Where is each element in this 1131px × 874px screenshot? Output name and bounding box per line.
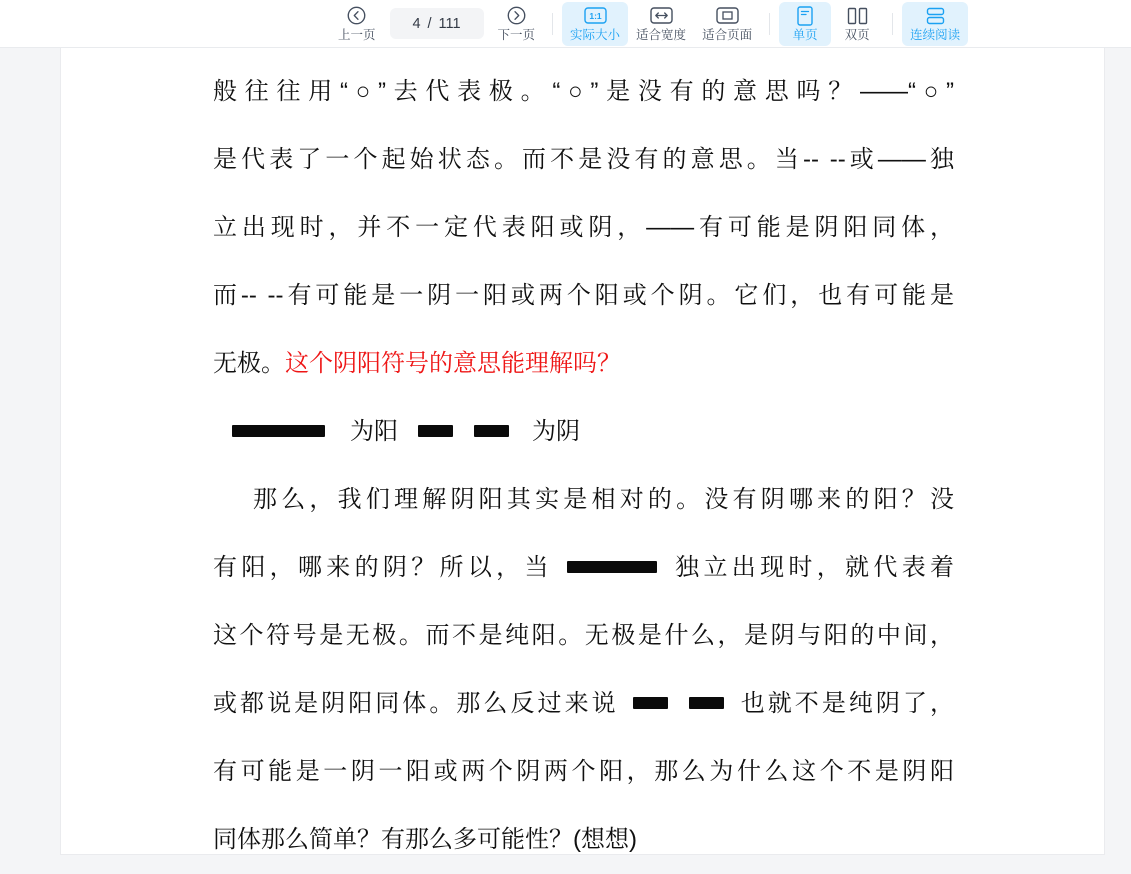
page-number-box[interactable] xyxy=(390,8,484,39)
doc-text-line-8-pre: 有阳，哪来的阴？所以，当 xyxy=(213,554,553,581)
yang-bar-inline-symbol xyxy=(567,561,657,573)
yin-bar-inline-symbol xyxy=(633,697,724,709)
chevron-right-circle-icon xyxy=(507,6,526,26)
doc-line-7 xyxy=(213,466,954,534)
continuous-reading-label: 连续阅读 xyxy=(910,27,961,42)
double-page-label: 双页 xyxy=(844,27,870,42)
single-page-button[interactable] xyxy=(779,2,831,46)
fit-width-label: 适合宽度 xyxy=(636,27,687,42)
next-page-button[interactable] xyxy=(490,2,544,46)
doc-line-1 xyxy=(213,58,954,126)
fit-width-icon xyxy=(650,6,673,26)
double-page-button[interactable] xyxy=(831,2,883,46)
doc-text-line-4: 而-- --有可能是一阴一阳或两个阳或个阴。它们，也有可能是 xyxy=(213,282,954,309)
page-current[interactable]: 4 xyxy=(412,15,421,32)
double-page-icon xyxy=(847,6,868,26)
fit-page-icon xyxy=(716,6,739,26)
yang-label: 为阳 xyxy=(350,418,398,445)
yin-bar-left xyxy=(633,697,668,709)
doc-text-line-12: 同体那么简单？有那么多可能性？(想想) xyxy=(213,826,637,853)
yin-bar-right xyxy=(689,697,724,709)
single-page-icon xyxy=(797,6,813,26)
yin-label: 为阴 xyxy=(532,418,580,445)
doc-text-line-7: 那么，我们理解阴阳其实是相对的。没有阴哪来的阳？没 xyxy=(253,486,954,513)
document-text xyxy=(61,48,1104,874)
doc-text-line-8-post: 独立出现时，就代表着 xyxy=(670,554,954,581)
doc-text-line-9: 这个符号是无极。而不是纯阳。无极是什么，是阴与阳的中间， xyxy=(213,622,954,649)
doc-text-line-1: 般往往用“○”去代表极。“○”是没有的意思吗？——“○” xyxy=(213,78,954,105)
toolbar-divider xyxy=(892,13,893,35)
fit-page-button[interactable] xyxy=(694,2,760,46)
doc-line-11 xyxy=(213,738,954,806)
fit-page-label: 适合页面 xyxy=(702,27,753,42)
yang-bar-symbol xyxy=(232,425,325,437)
yin-bar-left xyxy=(418,425,453,437)
continuous-reading-icon xyxy=(925,6,946,26)
actual-size-button[interactable] xyxy=(562,2,628,46)
doc-line-6 xyxy=(213,398,954,466)
chevron-left-circle-icon xyxy=(347,6,366,26)
actual-size-icon xyxy=(584,6,607,26)
page-total: 111 xyxy=(438,15,461,32)
svg-text:1:1: 1:1 xyxy=(588,11,602,22)
document-page xyxy=(60,48,1105,855)
prev-page-button[interactable] xyxy=(330,2,384,46)
doc-line-12 xyxy=(213,806,954,874)
next-page-label: 下一页 xyxy=(497,27,536,42)
toolbar-divider xyxy=(552,13,553,35)
doc-text-line-3: 立出现时，并不一定代表阳或阴，——有可能是阴阳同体， xyxy=(213,214,954,241)
doc-line-2 xyxy=(213,126,954,194)
doc-text-line-11: 有可能是一阴一阳或两个阴两个阳，那么为什么这个不是阴阳 xyxy=(213,758,954,785)
doc-line-3 xyxy=(213,194,954,262)
reader-toolbar xyxy=(0,0,1131,48)
prev-page-label: 上一页 xyxy=(338,27,376,42)
document-viewport[interactable] xyxy=(0,48,1131,861)
doc-text-line-2: 是代表了一个起始状态。而不是没有的意思。当-- --或——独 xyxy=(213,146,954,173)
yin-bar-right xyxy=(474,425,509,437)
doc-line-9 xyxy=(213,602,954,670)
doc-line-5 xyxy=(213,330,954,398)
doc-line-4 xyxy=(213,262,954,330)
toolbar-divider xyxy=(769,13,770,35)
continuous-reading-button[interactable] xyxy=(902,2,968,46)
yin-bar-symbol xyxy=(418,425,509,437)
doc-text-line-5: 无极。 xyxy=(213,350,285,377)
actual-size-label: 实际大小 xyxy=(570,27,621,42)
doc-text-line-10-pre: 或都说是阴阳同体。那么反过来说 xyxy=(213,690,619,717)
doc-line-10 xyxy=(213,670,954,738)
doc-line-8 xyxy=(213,534,954,602)
doc-text-line-10-post: 也就不是纯阴了， xyxy=(737,690,954,717)
single-page-label: 单页 xyxy=(792,27,818,42)
fit-width-button[interactable] xyxy=(628,2,694,46)
doc-text-line-5-red: 这个阴阳符号的意思能理解吗？ xyxy=(285,350,621,377)
page-separator: / xyxy=(427,15,432,32)
